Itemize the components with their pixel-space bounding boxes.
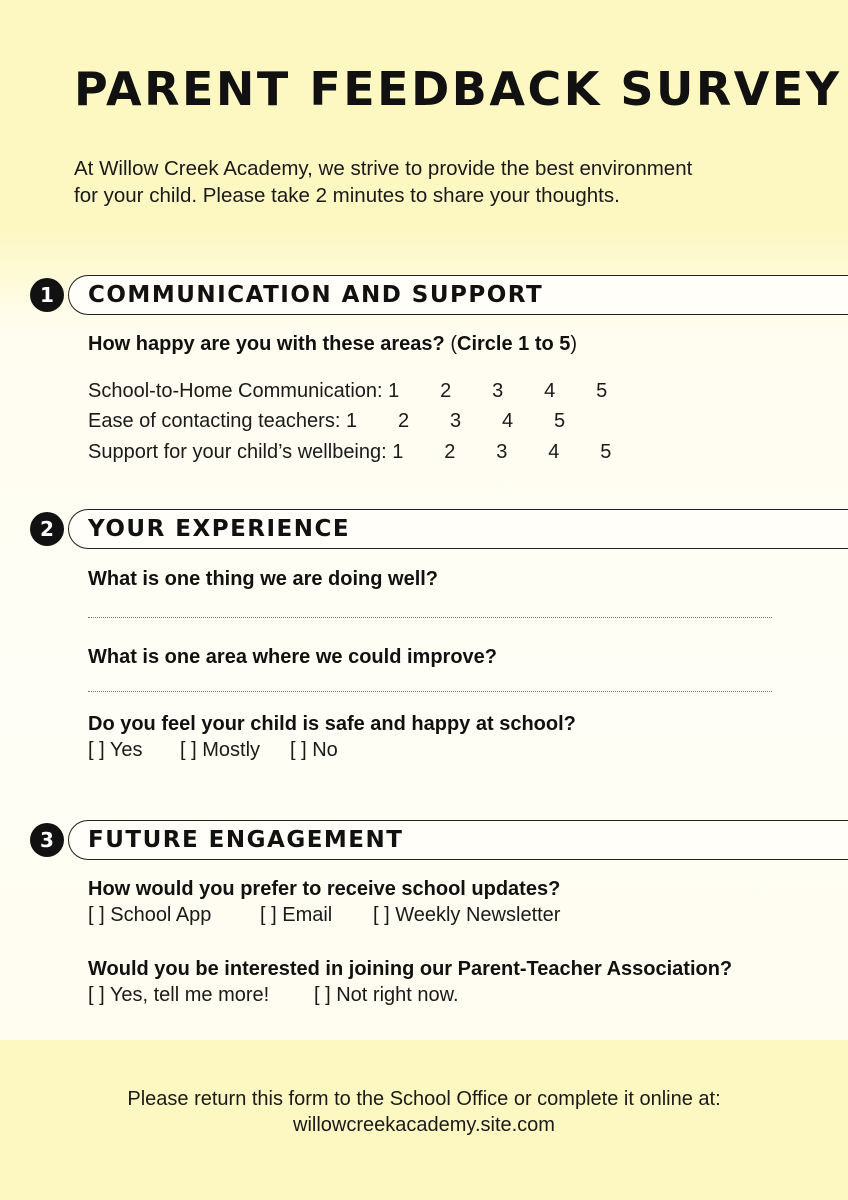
checkbox-email[interactable]: [ ] Email	[260, 904, 333, 926]
checkbox-yes-tell-me-more[interactable]: [ ] Yes, tell me more!	[88, 984, 270, 1006]
question-doing-well: What is one thing we are doing well?	[88, 568, 439, 590]
footer	[0, 1040, 848, 1200]
section-title: COMMUNICATION AND SUPPORT	[88, 282, 544, 308]
paren-open: (	[450, 333, 457, 355]
rating-option-1[interactable]: 1	[345, 410, 358, 432]
rating-option-3[interactable]: 3	[496, 441, 508, 463]
footer-instructions: Please return this form to the School Office or complete it online at:	[127, 1088, 721, 1110]
rating-label: Support for your child’s wellbeing:	[88, 441, 387, 463]
rating-option-1[interactable]: 1	[388, 380, 400, 402]
rating-option-5[interactable]: 5	[600, 441, 612, 463]
question-updates: How would you prefer to receive school updates?	[88, 878, 561, 900]
section-number-badge: 1	[30, 278, 64, 312]
rating-option-3[interactable]: 3	[449, 410, 462, 432]
intro-text	[74, 155, 794, 209]
footer-website-link[interactable]: willowcreekacademy.site.com	[293, 1114, 555, 1136]
question-improve: What is one area where we could improve?	[88, 646, 497, 668]
answer-line-improve[interactable]	[88, 691, 772, 692]
paren-close: )	[570, 333, 578, 355]
page-title: PARENT FEEDBACK SURVEY	[74, 62, 842, 116]
rating-row-wellbeing	[88, 441, 611, 464]
checkbox-weekly-newsletter[interactable]: [ ] Weekly Newsletter	[373, 904, 561, 926]
section-header-engagement	[30, 820, 848, 860]
section-title: FUTURE ENGAGEMENT	[88, 827, 404, 853]
section-header-experience	[30, 509, 848, 549]
footer-text	[0, 1086, 848, 1138]
question-text: How happy are you with these areas?	[88, 333, 451, 355]
question-happiness	[88, 333, 577, 356]
rating-option-4[interactable]: 4	[544, 380, 556, 402]
checkbox-school-app[interactable]: [ ] School App	[88, 904, 212, 926]
checkbox-mostly[interactable]: [ ] Mostly	[180, 739, 261, 761]
intro-line-1: At Willow Creek Academy, we strive to provide the best environment	[74, 157, 693, 180]
options-pta	[88, 984, 459, 1007]
rating-option-2[interactable]: 2	[444, 441, 456, 463]
rating-option-4[interactable]: 4	[501, 410, 514, 432]
section-header-communication	[30, 275, 848, 315]
rating-option-4[interactable]: 4	[548, 441, 560, 463]
checkbox-yes[interactable]: [ ] Yes	[88, 739, 143, 761]
rating-option-5[interactable]: 5	[553, 410, 566, 432]
rating-option-1[interactable]: 1	[392, 441, 404, 463]
checkbox-no[interactable]: [ ] No	[290, 739, 338, 761]
rating-row-teachers	[88, 410, 565, 433]
section-number-badge: 2	[30, 512, 64, 546]
checkbox-not-right-now[interactable]: [ ] Not right now.	[314, 984, 459, 1006]
section-number-badge: 3	[30, 823, 64, 857]
question-pta: Would you be interested in joining our Parent-Teacher Association?	[88, 958, 733, 980]
rating-option-5[interactable]: 5	[596, 380, 608, 402]
rating-option-2[interactable]: 2	[397, 410, 410, 432]
rating-option-2[interactable]: 2	[440, 380, 452, 402]
rating-row-communication	[88, 380, 607, 403]
options-updates	[88, 904, 560, 927]
options-safe-happy	[88, 739, 338, 762]
rating-label: School-to-Home Communication:	[88, 380, 383, 402]
question-safe-happy: Do you feel your child is safe and happy at school?	[88, 713, 576, 735]
question-instruction: Circle 1 to 5	[457, 333, 571, 355]
section-title: YOUR EXPERIENCE	[88, 516, 351, 542]
rating-option-3[interactable]: 3	[492, 380, 504, 402]
rating-label: Ease of contacting teachers:	[88, 410, 341, 432]
intro-line-2: for your child. Please take 2 minutes to share your thoughts.	[74, 184, 620, 207]
answer-line-doing-well[interactable]	[88, 617, 772, 618]
